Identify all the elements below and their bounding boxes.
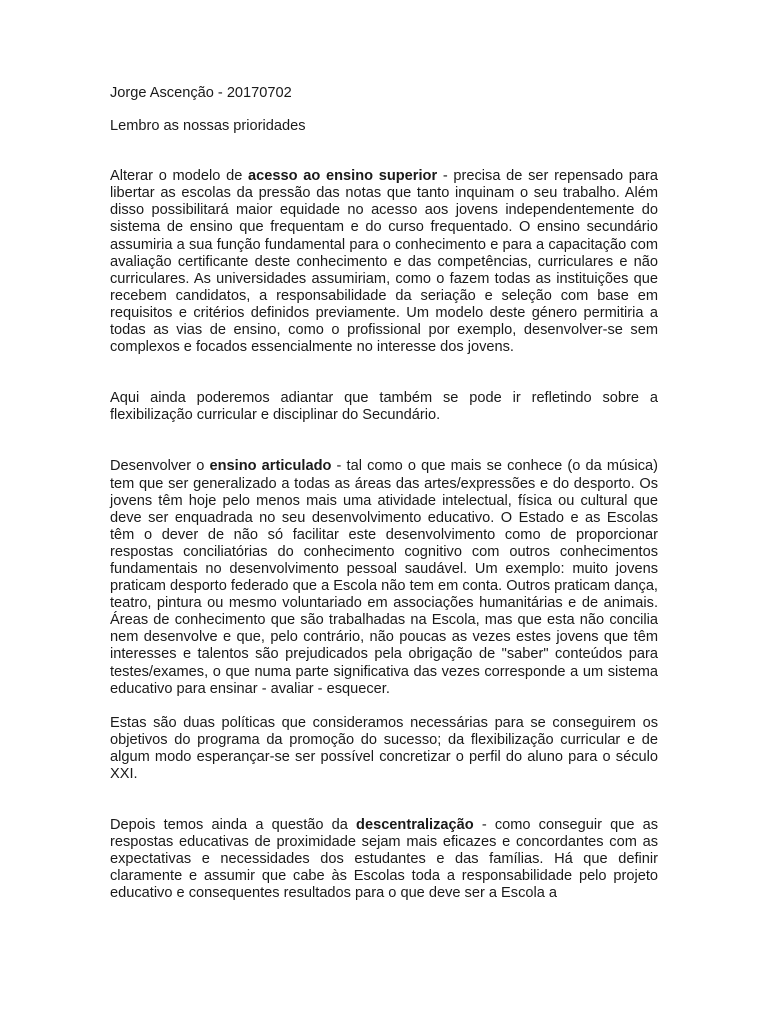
bold-term-decentralization: descentralização [356,817,474,834]
paragraph-text: - tal como o que mais se conhece (o da música) tem que ser generalizado a todas as áreas das artes/expressões e do desporto. Os jovens têm hoje pelo menos mais uma atividade intelectual, física ou cultural que deve ser enquadrada no seu desenvolvimento educativo. O Estado e as Escolas têm o dever de não só facilitar este desenvolvimento como de proporcionar respostas conciliatórias do conhecimento cognitivo com outros conhecimentos fundamentais no desenvolvimento pessoal saudável. Um exemplo: muito jovens praticam desporto federado que a Escola não tem em conta. Outros praticam dança, teatro, pintura ou mesmo voluntariado em associações humanitárias e de animais. Áreas de conhecimento que são trabalhadas na Escola, mas que esta não concilia nem desenvolve e que, pelo contrário, não poucas as vezes estes jovens que têm interesses e talentos são prejudicados pela obrigação de "saber" conteúdos para testes/exames, o que numa parte significativa das vezes corresponde a um sistema educativo para ensinar - avaliar - esquecer. [110,458,658,697]
document-page [110,85,658,903]
paragraph-higher-education-access [110,168,658,356]
author-line: Jorge Ascenção - 20170702 [110,85,292,101]
paragraph-decentralization [110,817,658,902]
paragraph-text: - como conseguir que as respostas educativas de proximidade sejam mais eficazes e concordantes com as expectativas e necessidades dos estudantes e das famílias. Há que definir claramente e assumir que cabe às Escolas toda a responsabilidade pelo projeto educativo e consequentes resultados para o que deve ser a Escola a [110,817,658,902]
paragraph-articulated-teaching [110,458,658,697]
intro-line: Lembro as nossas prioridades [110,118,306,135]
paragraph-text: Alterar o modelo de [110,168,249,185]
paragraph-text: - precisa de ser repensado para libertar as escolas da pressão das notas que tanto inquinam o seu trabalho. Além disso possibilitará maior equidade no acesso aos jovens independentemente do sistema de ensino que frequentam e do curso frequentado. O ensino secundário assumiria a sua função fundamental para o conhecimento e para a capacitação com avaliação certificante deste conhecimento e das competências, curriculares e não curriculares. As universidades assumiriam, como o fazem todas as instituições que recebem candidatos, a responsabilidade da seriação e seleção com base em requisitos e critérios definidos previamente. Um modelo deste género permitiria a todas as vias de ensino, como o profissional por exemplo, desenvolver-se sem complexos e focados essencialmente no interesse dos jovens. [110,168,658,356]
paragraph-curricular-flexibility: Aqui ainda poderemos adiantar que também se pode ir refletindo sobre a flexibilização curricular e disciplinar do Secundário. [110,390,658,424]
bold-term-articulated-teaching: ensino articulado [209,458,332,475]
paragraph-text: Depois temos ainda a questão da [110,817,357,834]
paragraph-policies: Estas são duas políticas que consideramos necessárias para se conseguirem os objetivos do programa da promoção do sucesso; da flexibilização curricular e de algum modo esperançar-se ser possível concretizar o perfil do aluno para o século XXI. [110,714,658,782]
paragraph-text: Desenvolver o [110,458,210,475]
bold-term-higher-education: acesso ao ensino superior [248,168,438,185]
